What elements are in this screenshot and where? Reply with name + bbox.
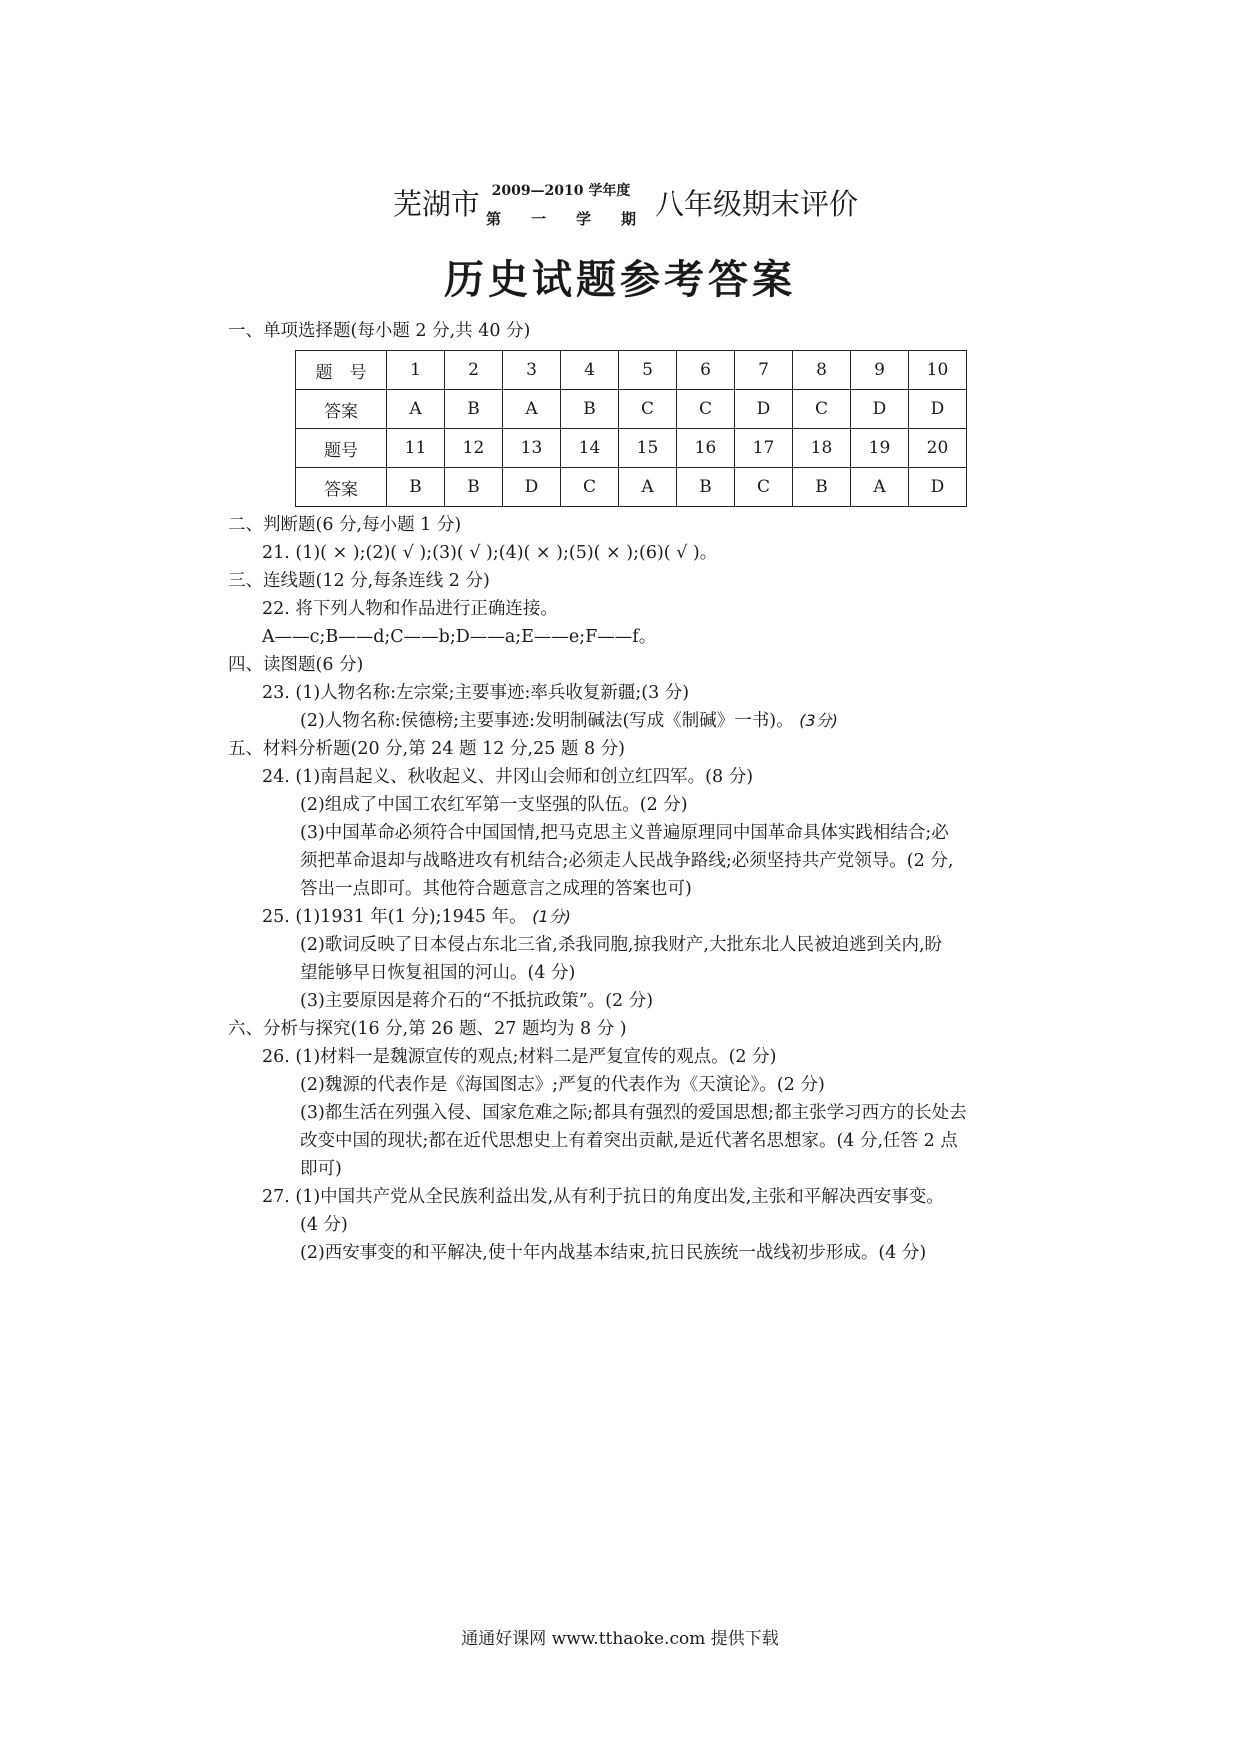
table-cell: B xyxy=(387,468,445,507)
table-cell: A xyxy=(503,390,561,429)
handwritten-note: (3分) xyxy=(799,711,838,730)
answer-line: (2)西安事变的和平解决,使十年内战基本结束,抗日民族统一战线初步形成。(4 分) xyxy=(300,1243,927,1263)
semester-char: 一 xyxy=(530,210,546,228)
table-row xyxy=(296,351,967,390)
answer-line: 即可) xyxy=(300,1159,342,1179)
answer-line: 改变中国的现状;都在近代思想史上有着突出贡献,是近代著名思想家。(4 分,任答 2 点 xyxy=(300,1131,958,1151)
table-cell: D xyxy=(503,468,561,507)
table-cell: 15 xyxy=(619,429,677,468)
section-heading: 三、连线题(12 分,每条连线 2 分) xyxy=(228,571,490,591)
section-heading: 一、单项选择题(每小题 2 分,共 40 分) xyxy=(228,321,531,341)
table-cell: C xyxy=(619,390,677,429)
answer-line: 22. 将下列人物和作品进行正确连接。 xyxy=(262,599,558,619)
section-heading: 四、读图题(6 分) xyxy=(228,655,364,675)
table-row xyxy=(296,390,967,429)
download-footer: 通通好课网 www.tthaoke.com 提供下载 xyxy=(461,1629,779,1649)
answer-line: 27. (1)中国共产党从全民族利益出发,从有利于抗日的角度出发,主张和平解决西安事变。 xyxy=(262,1187,944,1207)
answer-line: 26. (1)材料一是魏源宣传的观点;材料二是严复宣传的观点。(2 分) xyxy=(262,1047,777,1067)
table-cell: 2 xyxy=(445,351,503,390)
table-cell: B xyxy=(445,390,503,429)
answer-line: 21. (1)( × );(2)( √ );(3)( √ );(4)( × );(5)( × );(6)( √ )。 xyxy=(262,543,718,563)
answer-line: 23. (1)人物名称:左宗棠;主要事迹:率兵收复新疆;(3 分) xyxy=(262,683,690,703)
page-title: 历史试题参考答案 xyxy=(444,256,796,303)
answer-line: (3)都生活在列强入侵、国家危难之际;都具有强烈的爱国思想;都主张学习西方的长处去 xyxy=(300,1103,967,1123)
answer-line: 24. (1)南昌起义、秋收起义、井冈山会师和创立红四军。(8 分) xyxy=(262,767,754,787)
answer-line xyxy=(262,904,571,930)
table-cell: C xyxy=(735,468,793,507)
table-cell: D xyxy=(851,390,909,429)
table-cell: B xyxy=(793,468,851,507)
section-heading: 二、判断题(6 分,每小题 1 分) xyxy=(228,515,462,535)
table-cell: 13 xyxy=(503,429,561,468)
table-cell: A xyxy=(619,468,677,507)
table-cell: 7 xyxy=(735,351,793,390)
answer-text: 25. (1)1931 年(1 分);1945 年。 xyxy=(262,907,527,927)
table-cell: B xyxy=(445,468,503,507)
table-cell: B xyxy=(561,390,619,429)
table-cell: C xyxy=(561,468,619,507)
table-cell: D xyxy=(909,468,967,507)
document-header xyxy=(0,150,1240,230)
section-heading: 五、材料分析题(20 分,第 24 题 12 分,25 题 8 分) xyxy=(228,739,625,759)
answer-line: (2)歌词反映了日本侵占东北三省,杀我同胞,掠我财产,大批东北人民被迫逃到关内,盼 xyxy=(300,935,943,955)
table-cell: 9 xyxy=(851,351,909,390)
answer-text: (2)人物名称:侯德榜;主要事迹:发明制碱法(写成《制碱》一书)。 xyxy=(300,711,794,731)
city-name: 芜湖市 xyxy=(393,187,481,221)
answer-line: (4 分) xyxy=(300,1215,348,1235)
table-cell: D xyxy=(909,390,967,429)
semester xyxy=(486,208,636,229)
table-row xyxy=(296,429,967,468)
table-cell: 17 xyxy=(735,429,793,468)
answer-table xyxy=(295,350,967,507)
answer-line: (3)中国革命必须符合中国国情,把马克思主义普遍原理同中国革命具体实践相结合;必 xyxy=(300,823,949,843)
table-cell: A xyxy=(387,390,445,429)
table-cell: C xyxy=(677,390,735,429)
answer-line xyxy=(300,708,838,734)
answer-line: (2)组成了中国工农红军第一支坚强的队伍。(2 分) xyxy=(300,795,688,815)
semester-char: 期 xyxy=(620,210,636,228)
table-cell: 8 xyxy=(793,351,851,390)
table-cell: B xyxy=(677,468,735,507)
grade-title: 八年级期末评价 xyxy=(655,187,859,221)
table-cell: A xyxy=(851,468,909,507)
table-cell: 11 xyxy=(387,429,445,468)
row-header: 题号 xyxy=(296,429,387,468)
table-cell: 5 xyxy=(619,351,677,390)
row-header: 题 号 xyxy=(296,351,387,390)
handwritten-note: (1分) xyxy=(532,907,571,926)
table-cell: 1 xyxy=(387,351,445,390)
table-cell: 3 xyxy=(503,351,561,390)
table-cell: 6 xyxy=(677,351,735,390)
answer-line: 须把革命退却与战略进攻有机结合;必须走人民战争路线;必须坚持共产党领导。(2 分, xyxy=(300,851,954,871)
answer-line: (3)主要原因是蒋介石的“不抵抗政策”。(2 分) xyxy=(300,991,654,1011)
section-heading: 六、分析与探究(16 分,第 26 题、27 题均为 8 分 ) xyxy=(228,1019,627,1039)
semester-char: 第 xyxy=(486,210,502,228)
table-cell: 16 xyxy=(677,429,735,468)
table-cell: 14 xyxy=(561,429,619,468)
answer-line: A——c;B——d;C——b;D——a;E——e;F——f。 xyxy=(262,627,657,647)
table-cell: 19 xyxy=(851,429,909,468)
school-year: 2009—2010 学年度 xyxy=(491,183,631,199)
row-header: 答案 xyxy=(296,468,387,507)
answer-line: 望能够早日恢复祖国的河山。(4 分) xyxy=(300,963,576,983)
answer-line: (2)魏源的代表作是《海国图志》;严复的代表作为《天演论》。(2 分) xyxy=(300,1075,825,1095)
table-row xyxy=(296,468,967,507)
table-cell: D xyxy=(735,390,793,429)
table-cell: 20 xyxy=(909,429,967,468)
table-cell: 10 xyxy=(909,351,967,390)
table-cell: 18 xyxy=(793,429,851,468)
answer-line: 答出一点即可。其他符合题意言之成理的答案也可) xyxy=(300,879,692,899)
semester-char: 学 xyxy=(575,210,591,228)
table-cell: C xyxy=(793,390,851,429)
table-cell: 4 xyxy=(561,351,619,390)
row-header: 答案 xyxy=(296,390,387,429)
table-cell: 12 xyxy=(445,429,503,468)
